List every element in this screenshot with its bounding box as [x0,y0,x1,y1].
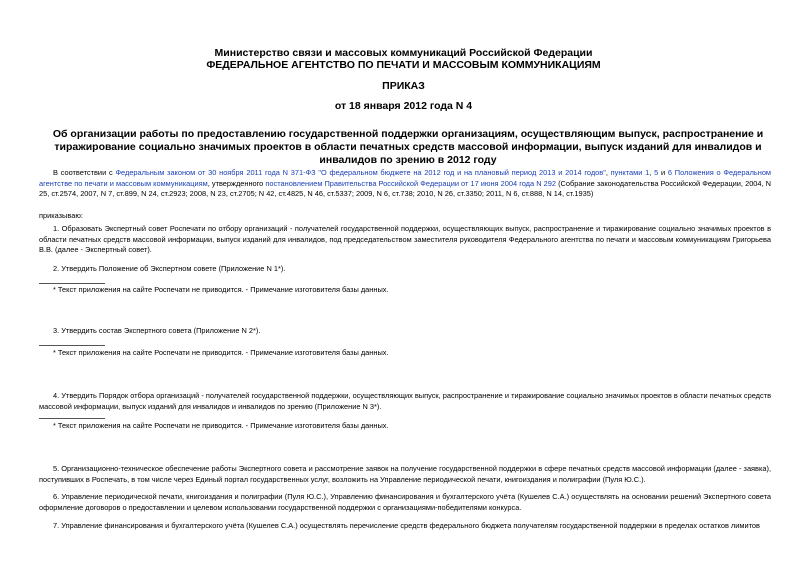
footnote-1: * Текст приложения на сайте Роспечати не приводится. - Примечание изготовителя базы данных. [53,285,389,294]
preamble-text: , утвержденного [207,178,266,188]
regulation-link[interactable]: 6 Положения о Федеральном агентстве по печати и массовым коммуникациям [39,168,772,188]
preamble-text: , [605,168,611,177]
order-word: приказываю: [39,211,83,220]
preamble-text: и [658,168,668,177]
footnote-divider [39,345,105,346]
document-title: Об организации работы по предоставлению государственной поддержки организациям, осуществляющим выпуск, распространение и тиражирование социально значимых проектов в области печатных средств массовой информации, выпуск изданий для инвалидов и инвалидов по зрению в 2012 году [52,128,764,166]
item-3: 3. Утвердить состав Экспертного совета (Приложение N 2*). [53,326,261,335]
item-6: 6. Управление периодической печати, книгоиздания и полиграфии (Пуля Ю.С.), Управлению финансирования и бухгалтерского учёта (Кушелев С.А.) осуществлять на основании решений Экспертного совета оформление договоров о предоставлении и целевом использовании государственной поддержки с организациями-победителями конкурса. [39,492,771,512]
preamble-text: (Собрание законодательства Российской Федерации, 2004, N 25, ст.2574, 2007, N 7, ст.899, N 24, ст.2923; 2008, N 23, ст.2705; N 42, ст.4825, N 46, ст.5337; 2009, N 6, ст.738; 2010, N 26, ст.3350; 2011, N 6, ст.888, N 14, ст.1935) [39,178,772,199]
preamble-text: В соответствии с [53,168,116,177]
agency-name: ФЕДЕРАЛЬНОЕ АГЕНТСТВО ПО ПЕЧАТИ И МАССОВЫМ КОММУНИКАЦИЯМ [206,59,601,71]
footnote-3: * Текст приложения на сайте Роспечати не приводится. - Примечание изготовителя базы данных. [53,421,389,430]
preamble-paragraph [39,168,771,200]
ministry-name: Министерство связи и массовых коммуникаций Российской Федерации [214,47,593,59]
footnote-divider [39,283,105,284]
item-7: 7. Управление финансирования и бухгалтерского учёта (Кушелев С.А.) осуществлять перечисление средств федерального бюджета получателям государственной поддержки в пределах остатков лимитов [53,521,760,530]
document-date: от 18 января 2012 года N 4 [334,100,473,112]
federal-law-link[interactable]: Федеральным законом от 30 ноября 2011 года N 371-ФЗ "О федеральном бюджете на 2012 год и на плановый период 2013 и 2014 годов" [115,168,606,177]
item-1-link[interactable]: пунктами 1 [610,168,650,177]
item-5: 5. Организационно-техническое обеспечение работы Экспертного совета и рассмотрение заявок на получение государственной поддержки в сфере печатных средств массовой информации (далее - заявка), поступивших в Роспечать, в том числе через Единый портал государственных услуг, возложить на Управление периодической печати, книгоиздания и полиграфии (Пуля Ю.С.). [39,464,771,484]
government-decree-link[interactable]: постановлением Правительства Российской Федерации от 17 июня 2004 года N 292 [265,178,556,188]
footnote-2: * Текст приложения на сайте Роспечати не приводится. - Примечание изготовителя базы данных. [53,348,389,357]
item-4: 4. Утвердить Порядок отбора организаций - получателей государственной поддержки, осуществляющих выпуск, распространение и тиражирование социально значимых проектов в области печатных средств массовой информации, выпуск изданий для инвалидов и инвалидов по зрению (Приложение N 3*). [39,391,771,411]
item-2: 2. Утвердить Положение об Экспертном совете (Приложение N 1*). [53,264,286,273]
document-type: ПРИКАЗ [382,80,425,92]
item-1: 1. Образовать Экспертный совет Роспечати по отбору организаций - получателей государственной поддержки, осуществляющих выпуск, распространение и тиражирование социально значимых проектов в области печатных средств массовой информации, выпуск изданий для инвалидов, под председательством заместителя руководителя Федерального агентства по печати и массовым коммуникациям Григорьева В.В. (далее - Экспертный совет). [39,224,771,255]
footnote-divider [39,418,105,419]
preamble-text: , [649,168,655,177]
item-5-link[interactable]: 5 [654,168,659,177]
